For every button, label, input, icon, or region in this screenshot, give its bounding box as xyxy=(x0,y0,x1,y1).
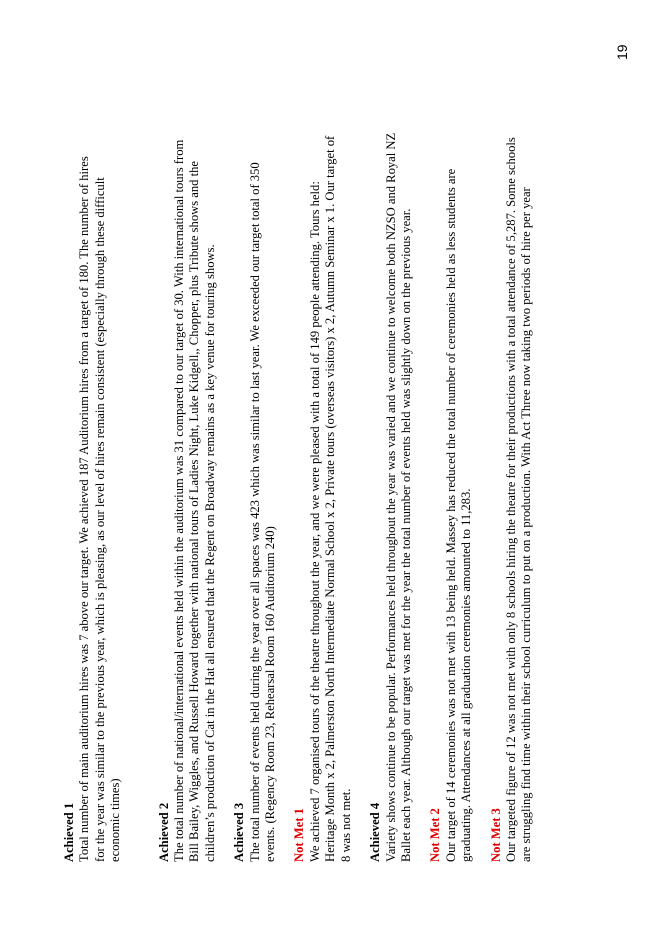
section-achieved-4 xyxy=(368,42,414,862)
section-achieved-2 xyxy=(157,42,219,862)
body-line: The total number of events held during the year over all spaces was 423 which was similar to last year. We exceeded our target total of 350 xyxy=(247,162,262,862)
body-line: graduating. Attendances at all graduation ceremonies amounted to 11,283. xyxy=(459,488,474,862)
body-line: Our target of 14 ceremonies was not met with 13 being held. Massey has reduced the total number of ceremonies held as less students are xyxy=(443,168,458,862)
body-line: Total number of main auditorium hires was 7 above our target. We achieved 187 Auditorium hires from a target of 180. The number of hires xyxy=(77,156,92,862)
body-line: Ballet each year. Although our target was met for the year the total number of events held was slightly down on the previous year. xyxy=(398,208,413,862)
section-heading: Not Met 1 xyxy=(292,808,307,862)
section-heading: Not Met 3 xyxy=(488,808,503,862)
section-heading: Achieved 3 xyxy=(232,802,247,862)
body-line: Variety shows continue to be popular. Performances held throughout the year was varied and we continue to welcome both NZSO and Royal NZ xyxy=(383,132,398,862)
section-not-met-1 xyxy=(292,42,354,862)
section-not-met-3 xyxy=(489,42,535,862)
body-line: The total number of national/international events held within the auditorium was 31 compared to our target of 30. With international tours from xyxy=(172,139,187,862)
body-line: Our targeted figure of 12 was not met with only 8 schools hiring the theatre for their productions with a total attendance of 5,287. Some schools xyxy=(503,137,518,862)
body-line: children’s production of Cat in the Hat all ensured that the Regent on Broadway remains as a key venue for touring shows. xyxy=(202,244,217,862)
section-heading: Achieved 1 xyxy=(62,802,76,862)
section-heading: Not Met 2 xyxy=(428,808,443,862)
body-line: We achieved 7 organised tours of the theatre throughout the year, and we were pleased with a total of 149 people attending. Tours held: xyxy=(307,181,322,862)
body-line: are struggling find time within their school curriculum to put on a production. With Act Three now taking two periods of hire per year xyxy=(519,187,534,862)
body-line: Heritage Month x 2, Palmerston North Intermediate Normal School x 2, Private tours (overseas visitors) x 2, Autumn Seminar x 1. Our target of xyxy=(323,135,338,862)
section-not-met-2 xyxy=(428,42,474,862)
body-line: 8 was not met. xyxy=(338,788,353,862)
section-heading: Achieved 4 xyxy=(368,802,383,862)
rotated-content xyxy=(62,42,535,862)
section-achieved-3 xyxy=(232,42,278,862)
page-number: 19 xyxy=(614,44,630,60)
body-line: economic times) xyxy=(108,778,123,862)
section-heading: Achieved 2 xyxy=(156,802,171,862)
section-achieved-1 xyxy=(62,42,124,862)
body-line: events. (Regency Room 23, Rehearsal Room 160 Auditorium 240) xyxy=(263,526,278,862)
body-line: Bill Bailey, Wiggles, and Russell Howard together with national tours of Ladies Night, Luke Kidgell,, Chopper, plus Tribute shows and the xyxy=(187,160,202,862)
body-line: for the year was similar to the previous year, which is pleasing, as our level of hires remain consistent (especially through these difficult xyxy=(92,177,107,862)
